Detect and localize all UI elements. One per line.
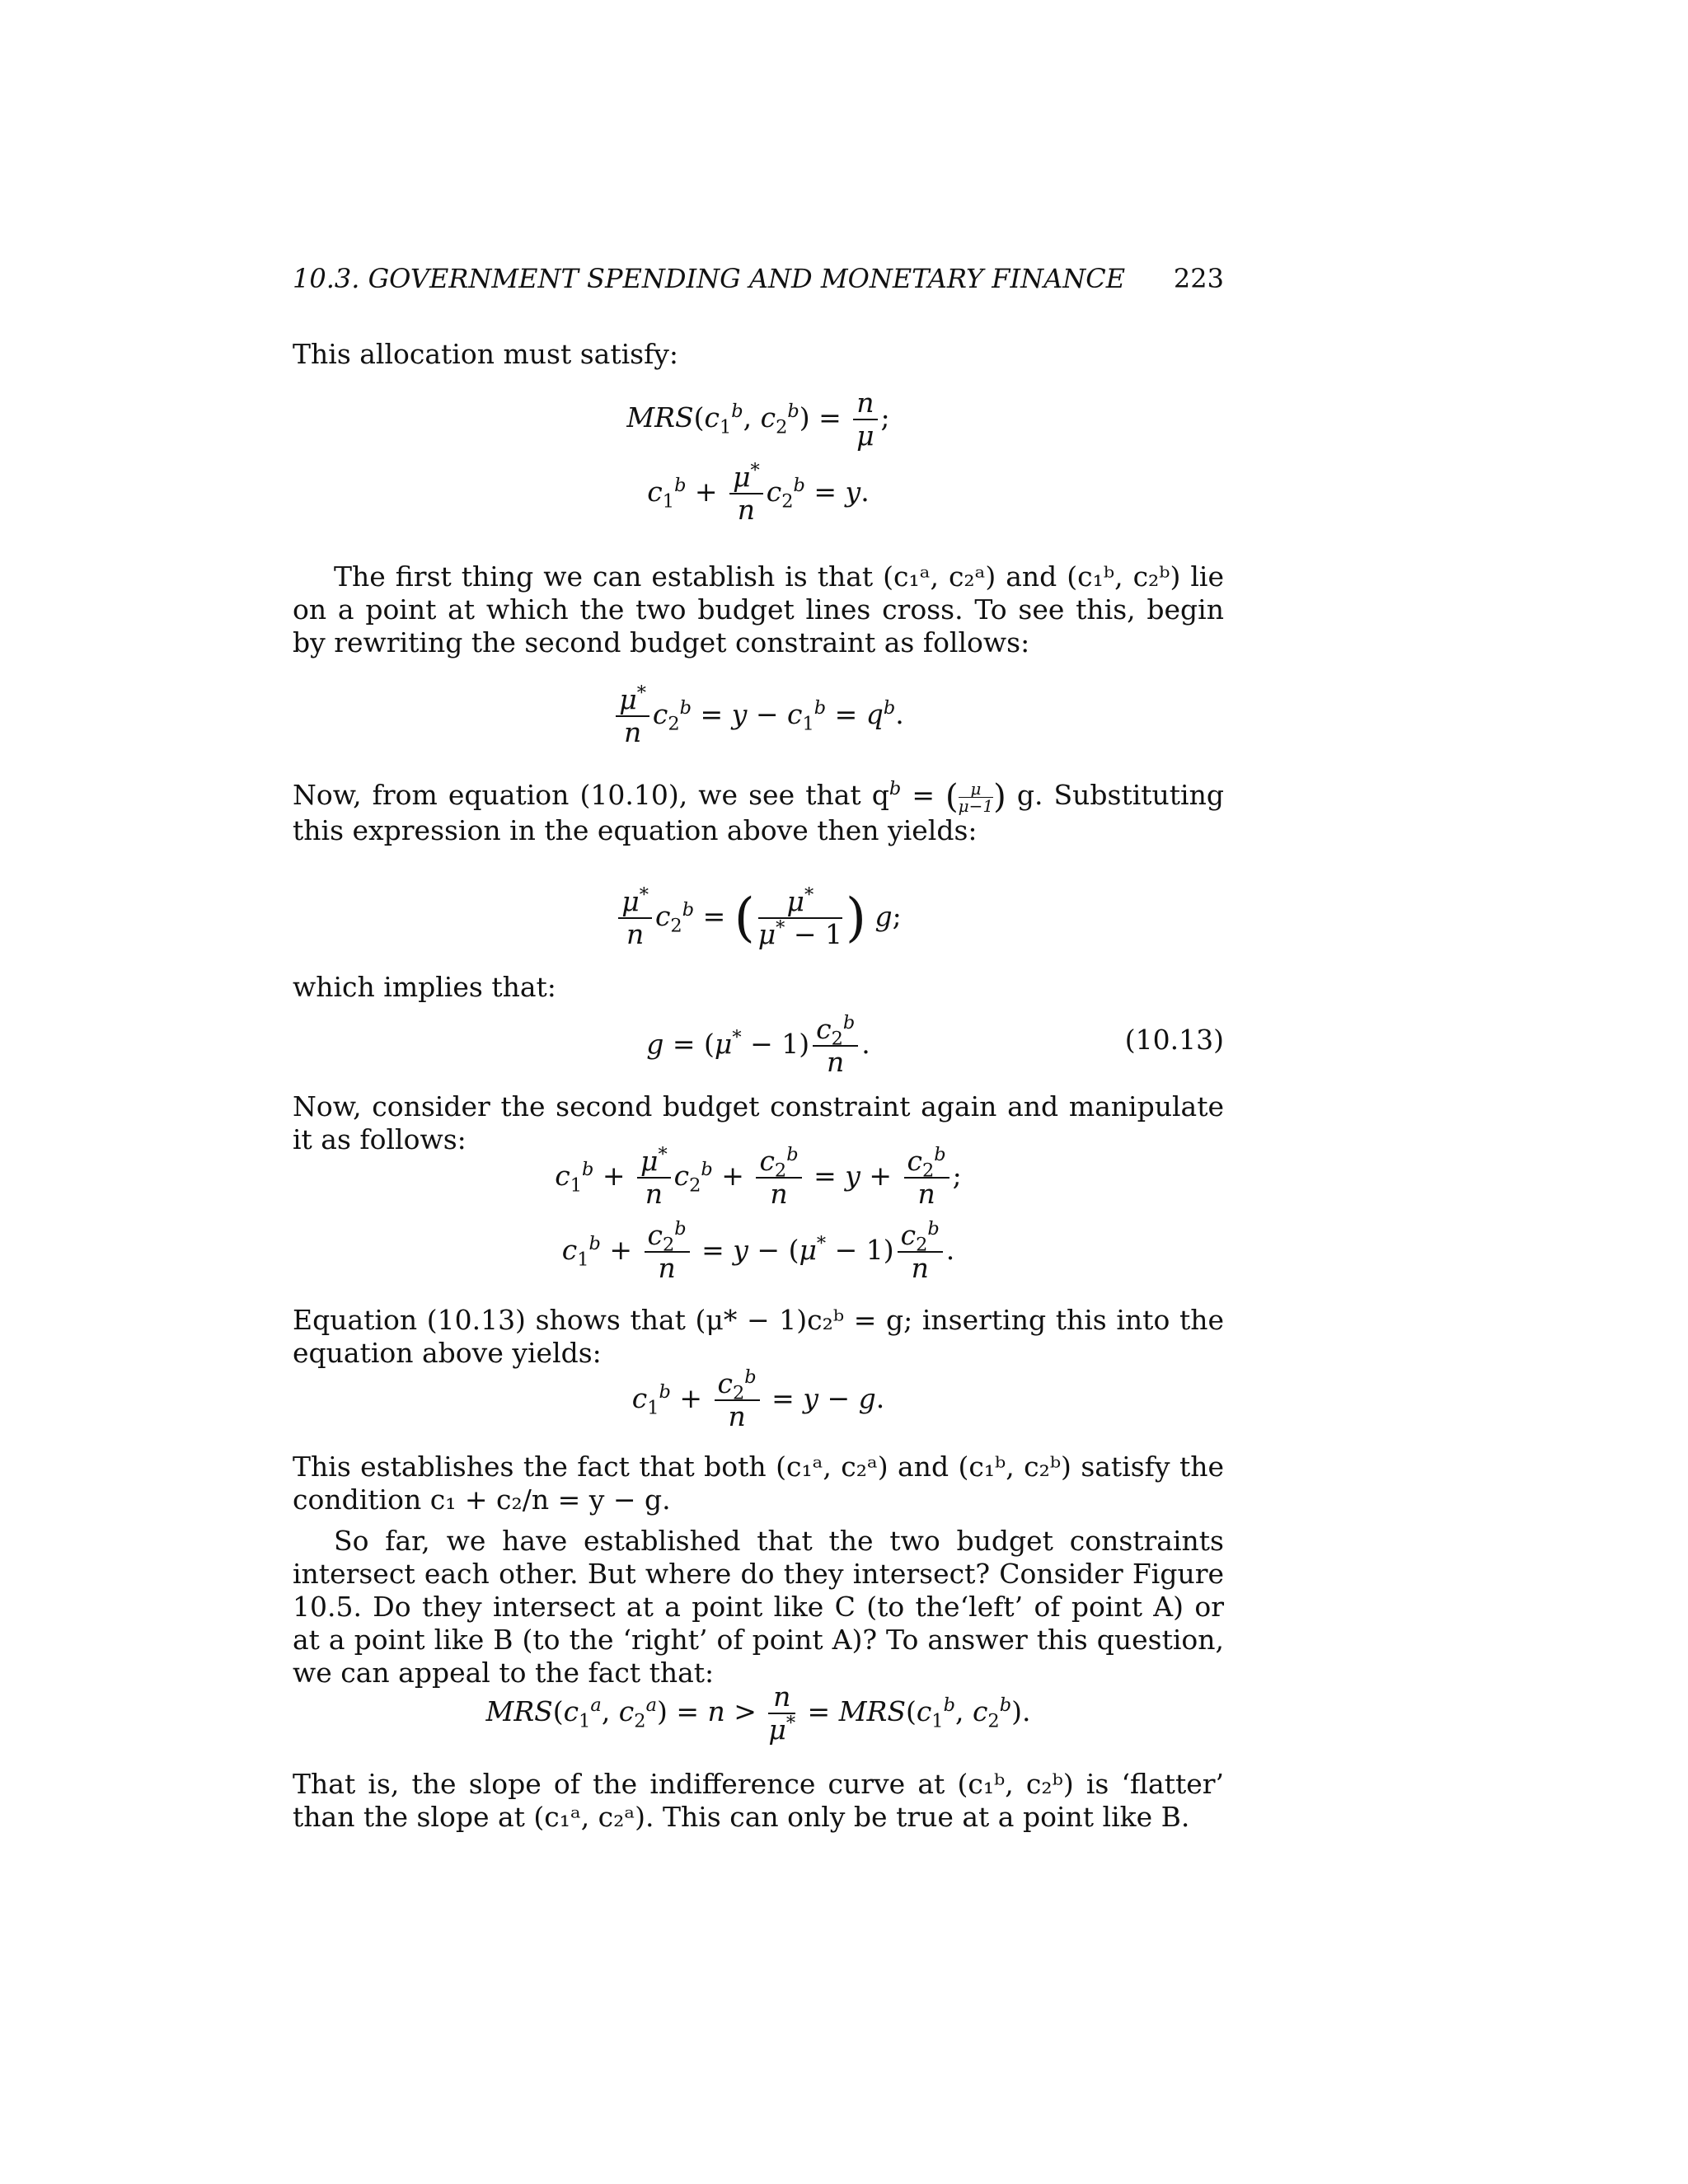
equation: $c_1^b$ + $\frac{\mu^*}{n}$ $c_2^b = y$. [647, 460, 870, 526]
equation: g = (μ* − 1) $\frac{c_2^b}{n}$ . (10.13) [646, 1012, 1224, 1078]
equation: $MRS(c_1^a$, $c_2^a) = n$ > $\frac{n}{\mu^*}$ = $MRS(c_1^b$, $c_2^b$). [485, 1680, 1031, 1746]
paragraph: Equation (10.13) shows that (μ* − 1)c₂ᵇ = g; inserting this into the equation above yields: [293, 1304, 1224, 1369]
equation: $\frac{\mu^*}{n}$ $c_2^b = y - c_1^b = q^b$. [293, 684, 1224, 748]
document-page [293, 0, 1224, 2184]
paragraph: which implies that: [293, 971, 556, 1003]
paragraph: The first thing we can establish is that (c₁ᵃ, c₂ᵃ) and (c₁ᵇ, c₂ᵇ) lie on a point at which the two budget lines cross. To see this, begin by rewriting the second budget constraint as follows: [293, 560, 1224, 658]
running-header [293, 262, 1224, 295]
paragraph: That is, the slope of the indifference curve at (c₁ᵇ, c₂ᵇ) is ‘flatter’ than the slope at (c₁ᵃ, c₂ᵃ). This can only be true at a point like B. [293, 1768, 1224, 1833]
paragraph: So far, we have established that the two budget constraints intersect each other. But where do they intersect? Consider Figure 10.5. Do they intersect at a point like C (to the‘left’ of point A) or at a point like B (to the ‘right’ of point A)? To answer this question, we can appeal to the fact that: [293, 1525, 1224, 1689]
equation: $c_1^b$ + $\frac{\mu^*}{n}$ $c_2^b$ + $\frac{c_2^b}{n}$ = y + $\frac{c_2^b}{n}$ ; [555, 1144, 962, 1210]
paragraph: Now, from equation (10.10), we see that $q^b$ = ( $\frac{\mu}{\mu-1}$ ) g. Substituting this expression in the equation above then yields: [293, 778, 1224, 846]
paragraph-part: g. Substituting this expression in the equation above then yields: [293, 779, 1224, 846]
equation-number: (10.13) [1124, 1024, 1224, 1056]
paragraph-part: Now, from equation (10.10), we see that q [293, 779, 889, 811]
paragraph: This establishes the fact that both (c₁ᵃ, c₂ᵃ) and (c₁ᵇ, c₂ᵇ) satisfy the condition c₁ + c₂/n = y − g. [293, 1451, 1224, 1516]
equation: $\frac{\mu^*}{n}$ $c_2^b$ = ( $\frac{\mu^*}{\mu^* - 1}$ ) g; [293, 886, 1224, 950]
equation: $c_1^b$ + $\frac{c_2^b}{n}$ = y − (μ* − 1) $\frac{c_2^b}{n}$ . [561, 1218, 955, 1284]
paragraph: Now, consider the second budget constraint again and manipulate it as follows: [293, 1090, 1224, 1155]
paragraph: This allocation must satisfy: [293, 338, 679, 370]
equation: $MRS(c_1^b$, $c_2^b$) = $\frac{n}{\mu}$ ; [626, 387, 890, 452]
section-title: 10.3. GOVERNMENT SPENDING AND MONETARY FINANCE [293, 263, 1126, 294]
equation: $c_1^b$ + $\frac{c_2^b}{n}$ = y − g. [631, 1366, 885, 1432]
page-number: 223 [1173, 263, 1224, 294]
